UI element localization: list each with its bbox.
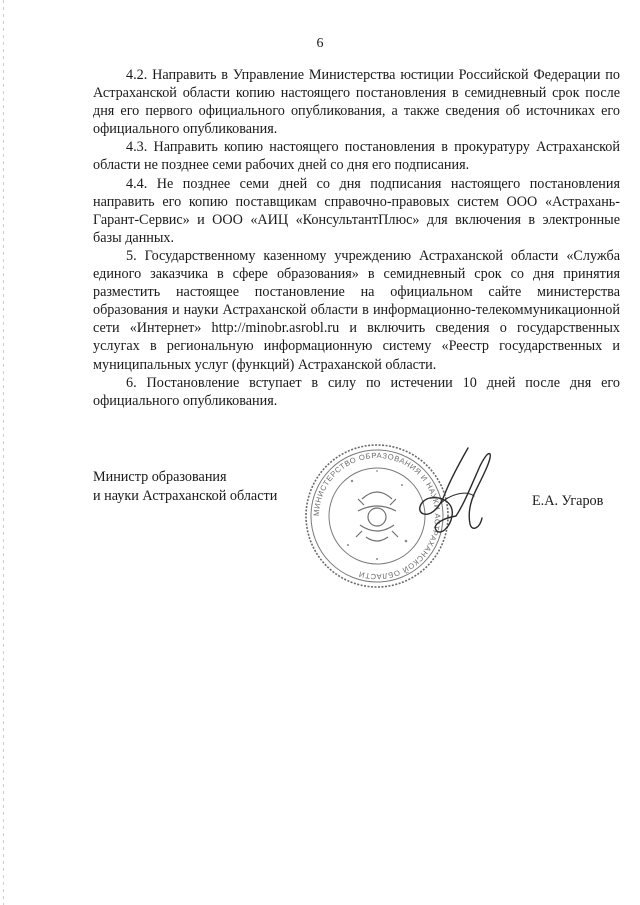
handwritten-signature-icon	[410, 444, 500, 554]
page-number: 6	[316, 36, 324, 51]
seal-emblem-icon	[356, 492, 398, 541]
paragraph-6: 6. Постановление вступает в силу по истечении 10 дней после дня его официального опубликования.	[93, 374, 620, 409]
signer-position-line-1: Министр образования	[93, 469, 227, 485]
seal-texture-icon	[347, 470, 407, 560]
signer-position	[93, 468, 277, 505]
paragraph-4-3: 4.3. Направить копию настоящего постановления в прокуратуру Астраханской области не позднее семи рабочих дней со дня его подписания.	[93, 139, 620, 174]
paragraph-5: 5. Государственному казенному учреждению Астраханской области «Служба единого заказчика в сфере образования» в семидневный срок со дня принятия разместить настоящее постановление на официальном сайте министерства образования и науки Астраханской области в информационно-телекоммуникационной сети «Интернет» http://minobr.asrobl.ru и включить сведения о государственных услугах в региональную информационную систему «Реестр государственных и муниципальных услуг (функций) Астраханской области.	[93, 247, 620, 373]
document-body	[93, 66, 620, 410]
signer-name: Е.А. Угаров	[532, 493, 604, 509]
paragraph-4-4: 4.4. Не позднее семи дней со дня подписания настоящего постановления направить его копию поставщикам справочно-правовых систем ООО «Астрахань-Гарант-Сервис» и ООО «АИЦ «КонсультантПлюс» для включения в электронные базы данных.	[93, 175, 620, 246]
signer-position-line-2: и науки Астраханской области	[93, 487, 278, 504]
paragraph-4-2: 4.2. Направить в Управление Министерства юстиции Российской Федерации по Астраханской области копию настоящего постановления в семидневный срок после дня его первого официального опубликования, а также сведения об источниках его официального опубликования.	[93, 67, 620, 138]
scan-margin-artifact	[3, 0, 4, 905]
seal-ring-text-path: МИНИСТЕРСТВО ОБРАЗОВАНИЯ И НАУКИ АСТРАХАНСКОЙ ОБЛАСТИ	[311, 450, 443, 582]
